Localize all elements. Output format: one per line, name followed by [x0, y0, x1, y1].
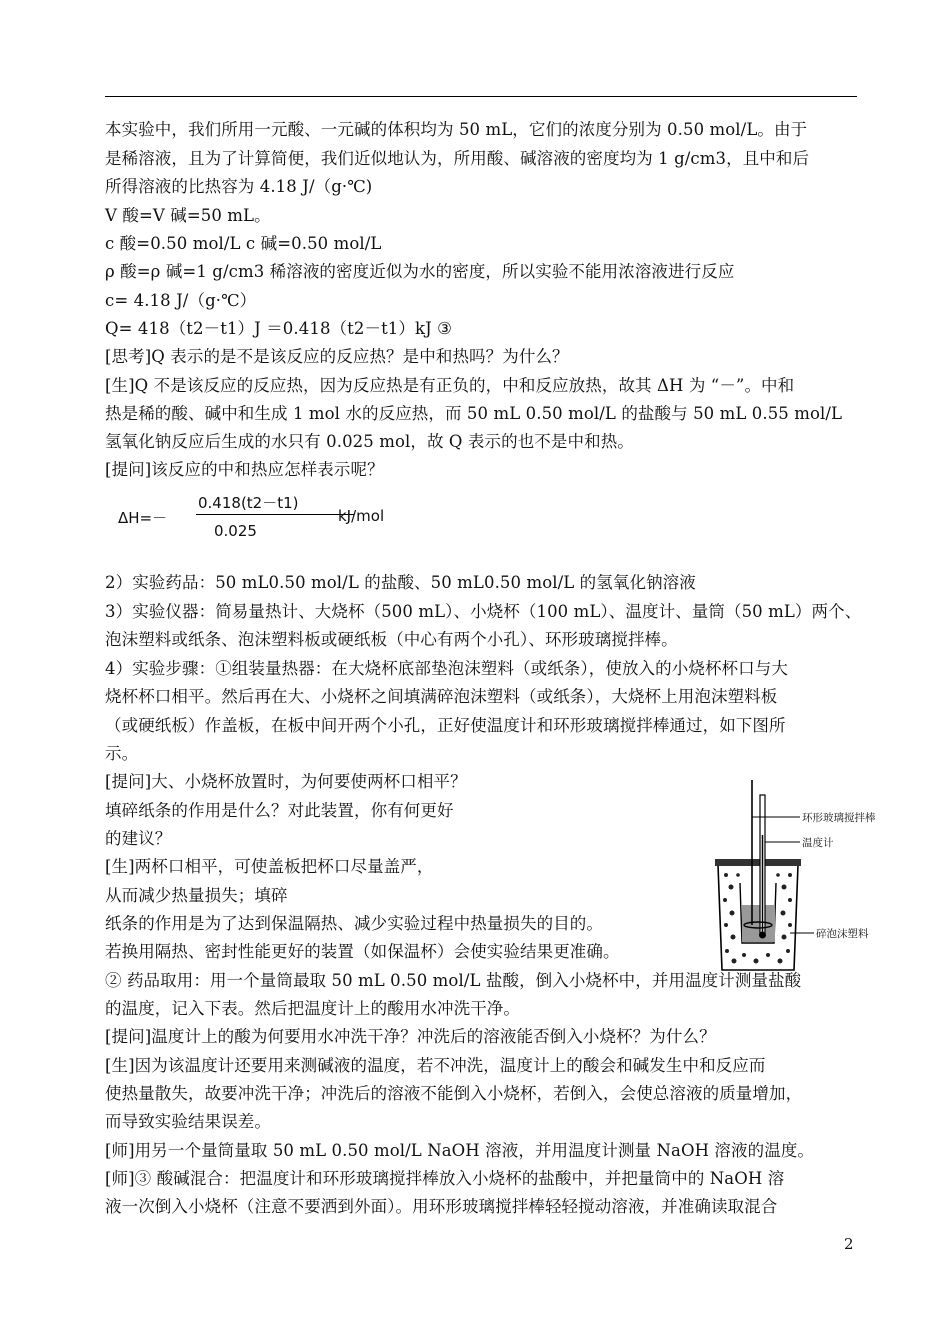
text-line: 若换用隔热、密封性能更好的装置（如保温杯）会使实验结果更准确。: [105, 942, 620, 961]
label-thermometer: 温度计: [802, 837, 834, 849]
text-line: [提问]该反应的中和热应怎样表示呢？: [105, 460, 384, 479]
text-line: 填碎纸条的作用是什么？对此装置，你有何更好: [105, 801, 454, 820]
formula-numerator: 0.418(t2－t1): [198, 494, 299, 512]
text-line: 纸条的作用是为了达到保温隔热、减少实验过程中热量损失的目的。: [105, 914, 603, 933]
text-line: 4）实验步骤：①组装量热器：在大烧杯底部垫泡沫塑料（或纸条），使放入的小烧杯杯口与大: [105, 659, 788, 678]
text-line: ② 药品取用：用一个量筒最取 50 mL 0.50 mol/L 盐酸，倒入小烧杯中，并用温度计测量盐酸: [105, 971, 802, 990]
text-line: [生]Q 不是该反应的反应热，因为反应热是有正负的，中和反应放热，故其 ΔH 为 “－”。中和: [105, 376, 795, 395]
fraction-bar: [196, 514, 354, 515]
page-number: 2: [844, 1235, 854, 1253]
text-line: [师]用另一个量筒量取 50 mL 0.50 mol/L NaOH 溶液，并用温度计测量 NaOH 溶液的温度。: [105, 1141, 815, 1160]
text-line: [提问]大、小烧杯放置时，为何要使两杯口相平？: [105, 772, 467, 791]
text-line: 从而减少热量损失；填碎: [105, 886, 288, 905]
enthalpy-formula: [118, 488, 418, 548]
formula-lhs: ΔH=－: [118, 509, 168, 527]
text-line: 而导致实验结果误差。: [105, 1112, 271, 1131]
text-line: 的温度，记入下表。然后把温度计上的酸用水冲洗干净。: [105, 999, 520, 1018]
formula-unit: kJ/mol: [338, 507, 385, 525]
formula-denominator: 0.025: [214, 522, 257, 540]
text-line: 热是稀的酸、碱中和生成 1 mol 水的反应热，而 50 mL 0.50 mol/L 的盐酸与 50 mL 0.55 mol/L: [105, 404, 843, 423]
text-line: [生]两杯口相平，可使盖板把杯口尽量盖严，: [105, 857, 434, 876]
text-line: （或硬纸板）作盖板，在板中间开两个小孔，正好使温度计和环形玻璃搅拌棒通过，如下图所: [105, 716, 786, 735]
text-line: [思考]Q 表示的是不是该反应的反应热？是中和热吗？为什么？: [105, 347, 569, 366]
label-stirrer: 环形玻璃搅拌棒: [802, 812, 876, 824]
text-line: 液一次倒入小烧杯（注意不要洒到外面）。用环形玻璃搅拌棒轻轻搅动溶液，并准确读取混合: [105, 1197, 778, 1216]
label-foam: 碎泡沫塑料: [816, 928, 869, 940]
text-line: c= 4.18 J/（g·℃）: [105, 291, 257, 310]
text-line: c 酸=0.50 mol/L c 碱=0.50 mol/L: [105, 234, 382, 253]
text-line: Q= 418（t2－t1）J ＝0.418（t2－t1）kJ ③: [105, 319, 453, 338]
text-line: [提问]温度计上的酸为何要用水冲洗干净？冲洗后的溶液能否倒入小烧杯？为什么？: [105, 1027, 716, 1046]
text-line: 本实验中，我们所用一元酸、一元碱的体积均为 50 mL，它们的浓度分别为 0.50 mol/L。由于: [105, 120, 808, 139]
text-line: 使热量散失，故要冲洗干净；冲洗后的溶液不能倒入小烧杯，若倒入，会使总溶液的质量增加，: [105, 1084, 803, 1103]
text-line: ρ 酸=ρ 碱=1 g/cm3 稀溶液的密度近似为水的密度，所以实验不能用浓溶液进行反应: [105, 262, 735, 281]
text-line: [生]因为该温度计还要用来测碱液的温度，若不冲洗，温度计上的酸会和碱发生中和反应而: [105, 1056, 766, 1075]
text-line: 3）实验仪器：简易量热计、大烧杯（500 mL）、小烧杯（100 mL）、温度计、量筒（50 mL）两个、: [105, 602, 862, 621]
text-line: 所得溶液的比热容为 4.18 J/（g·℃): [105, 177, 373, 196]
header-rule: [105, 96, 857, 97]
calorimeter-figure: [712, 775, 876, 975]
text-line: 的建议？: [105, 829, 172, 848]
text-line: 烧杯杯口相平。然后再在大、小烧杯之间填满碎泡沫塑料（或纸条），大烧杯上用泡沫塑料板: [105, 687, 778, 706]
text-line: [师]③ 酸碱混合：把温度计和环形玻璃搅拌棒放入小烧杯的盐酸中，并把量筒中的 NaOH 溶: [105, 1169, 785, 1188]
text-line: 示。: [105, 744, 139, 763]
text-line: 氢氧化钠反应后生成的水只有 0.025 mol，故 Q 表示的也不是中和热。: [105, 432, 634, 451]
calorimeter-diagram: [712, 775, 872, 975]
text-line: V 酸=V 碱=50 mL。: [105, 206, 271, 225]
text-line: 是稀溶液，且为了计算简便，我们近似地认为，所用酸、碱溶液的密度均为 1 g/cm3，且中和后: [105, 149, 810, 168]
text-line: 泡沫塑料或纸条、泡沫塑料板或硬纸板（中心有两个小孔）、环形玻璃搅拌棒。: [105, 630, 678, 649]
text-line: 2）实验药品：50 mL0.50 mol/L 的盐酸、50 mL0.50 mol/L 的氢氧化钠溶液: [105, 573, 696, 592]
